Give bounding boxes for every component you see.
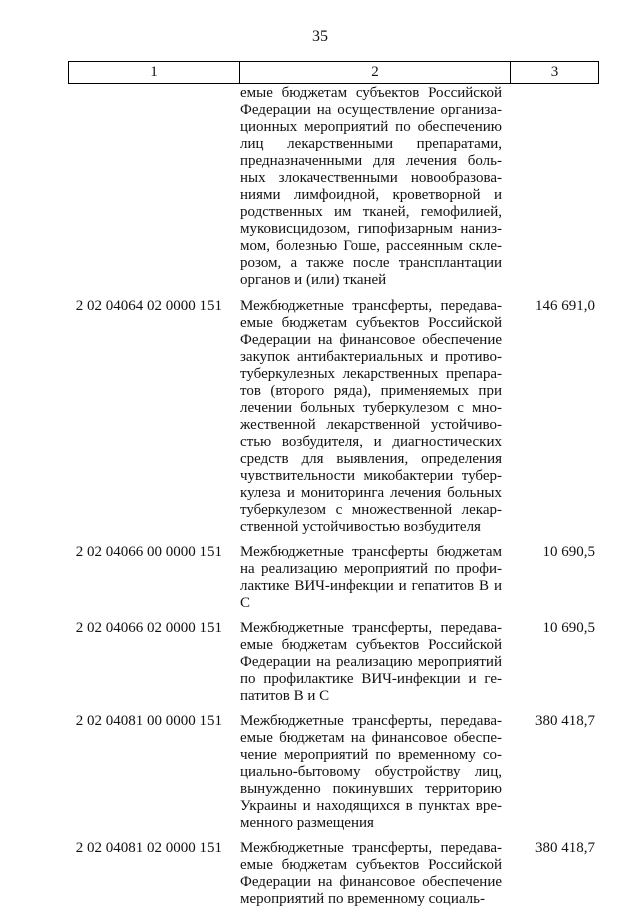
description-line: емые бюджетам субъектов Российской: [240, 637, 502, 653]
description-line: вынужденно покинувших территорию: [240, 781, 502, 797]
amount-value: 380 418,7: [535, 840, 595, 856]
description-line: емые бюджетам субъектов Российской: [240, 85, 502, 101]
table-body: [68, 85, 599, 916]
description-line: Украины и находящихся в пунктах вре-: [240, 798, 502, 814]
description-line: Межбюджетные трансферты, передава-: [240, 840, 502, 856]
budget-code: 2 02 04066 00 0000 151: [75, 544, 222, 560]
description-line: ственной устойчивостью возбудителя: [240, 519, 481, 535]
description-line: стью возбудителя, и диагностических: [240, 434, 502, 450]
description-line: муковисцидозом, гипофизарным наниз-: [240, 221, 502, 237]
description-line: туберкулезных лекарственных препара-: [240, 366, 502, 382]
description-line: мероприятий по временному социаль-: [240, 891, 485, 907]
description-line: мом, болезнью Гоше, рассеянным скле-: [240, 238, 502, 254]
description-line: ционных мероприятий по обеспечению: [240, 119, 502, 135]
description-line: емые бюджетам субъектов Российской: [240, 315, 502, 331]
row-description: [240, 620, 502, 705]
description-line: емые бюджетам субъектов Российской: [240, 857, 502, 873]
budget-code: 2 02 04064 02 0000 151: [75, 298, 222, 314]
row-description: [240, 544, 502, 612]
description-line: на реализацию мероприятий по профи-: [240, 561, 502, 577]
description-line: емые бюджетам на финансовое обеспе-: [240, 730, 502, 746]
table-row: [68, 85, 599, 289]
description-line: ниями лимфоидной, кроветворной и: [240, 187, 502, 203]
description-line: Межбюджетные трансферты, передава-: [240, 620, 502, 636]
description-line: розом, а также после трансплантации: [240, 255, 502, 271]
table-row: [68, 840, 599, 908]
description-line: туберкулезом с множественной лекар-: [240, 502, 502, 518]
description-line: предназначенными для лечения боль-: [240, 153, 502, 169]
table-row: [68, 544, 599, 612]
header-column-1: 1: [69, 62, 240, 83]
description-line: Межбюджетные трансферты, передава-: [240, 298, 502, 314]
description-line: Федерации на реализацию мероприятий: [240, 654, 502, 670]
budget-code: 2 02 04066 02 0000 151: [75, 620, 222, 636]
description-line: родственных им тканей, гемофилией,: [240, 204, 502, 220]
description-line: тов (второго ряда), применяемых при: [240, 383, 502, 399]
table-row: [68, 620, 599, 705]
amount-value: 380 418,7: [535, 713, 595, 729]
amount-value: 10 690,5: [542, 544, 595, 560]
table-row: [68, 713, 599, 832]
description-line: циально-бытовому обустройству лиц,: [240, 764, 502, 780]
description-line: С: [240, 595, 251, 611]
description-line: чение мероприятий по временному со-: [240, 747, 502, 763]
description-line: лечении больных туберкулезом с мно-: [240, 400, 502, 416]
description-line: Межбюджетные трансферты, передава-: [240, 713, 502, 729]
budget-code: 2 02 04081 02 0000 151: [75, 840, 222, 856]
row-description: [240, 85, 502, 289]
budget-code: 2 02 04081 00 0000 151: [75, 713, 222, 729]
description-line: закупок антибактериальных и противо-: [240, 349, 502, 365]
description-line: менного размещения: [240, 815, 374, 831]
header-column-3: 3: [550, 64, 559, 80]
description-line: Межбюджетные трансферты бюджетам: [240, 544, 502, 560]
row-description: [240, 298, 502, 536]
row-description: [240, 713, 502, 832]
description-line: чувствительности микобактерии тубер-: [240, 468, 502, 484]
table-row: [68, 298, 599, 536]
amount-value: [502, 85, 599, 289]
budget-code: [68, 85, 238, 289]
page-number: 35: [312, 28, 328, 45]
description-line: лактике ВИЧ-инфекции и гепатитов В и: [240, 578, 502, 594]
amount-value: 146 691,0: [535, 298, 595, 314]
description-line: органов и (или) тканей: [240, 272, 387, 288]
header-column-2: 2: [240, 62, 511, 83]
description-line: лиц лекарственными препаратами,: [240, 136, 502, 152]
description-line: кулеза и мониторинга лечения больных: [240, 485, 502, 501]
amount-value: 10 690,5: [542, 620, 595, 636]
description-line: по профилактике ВИЧ-инфекции и ге-: [240, 671, 502, 687]
description-line: ных злокачественными новообразова-: [240, 170, 502, 186]
row-description: [240, 840, 502, 908]
description-line: патитов В и С: [240, 688, 330, 704]
description-line: Федерации на финансовое обеспечение: [240, 874, 502, 890]
description-line: Федерации на финансовое обеспечение: [240, 332, 502, 348]
description-line: жественной лекарственной устойчиво-: [240, 417, 502, 433]
description-line: Федерации на осуществление организа-: [240, 102, 502, 118]
description-line: средств для выявления, определения: [240, 451, 502, 467]
table-header: [68, 61, 599, 84]
